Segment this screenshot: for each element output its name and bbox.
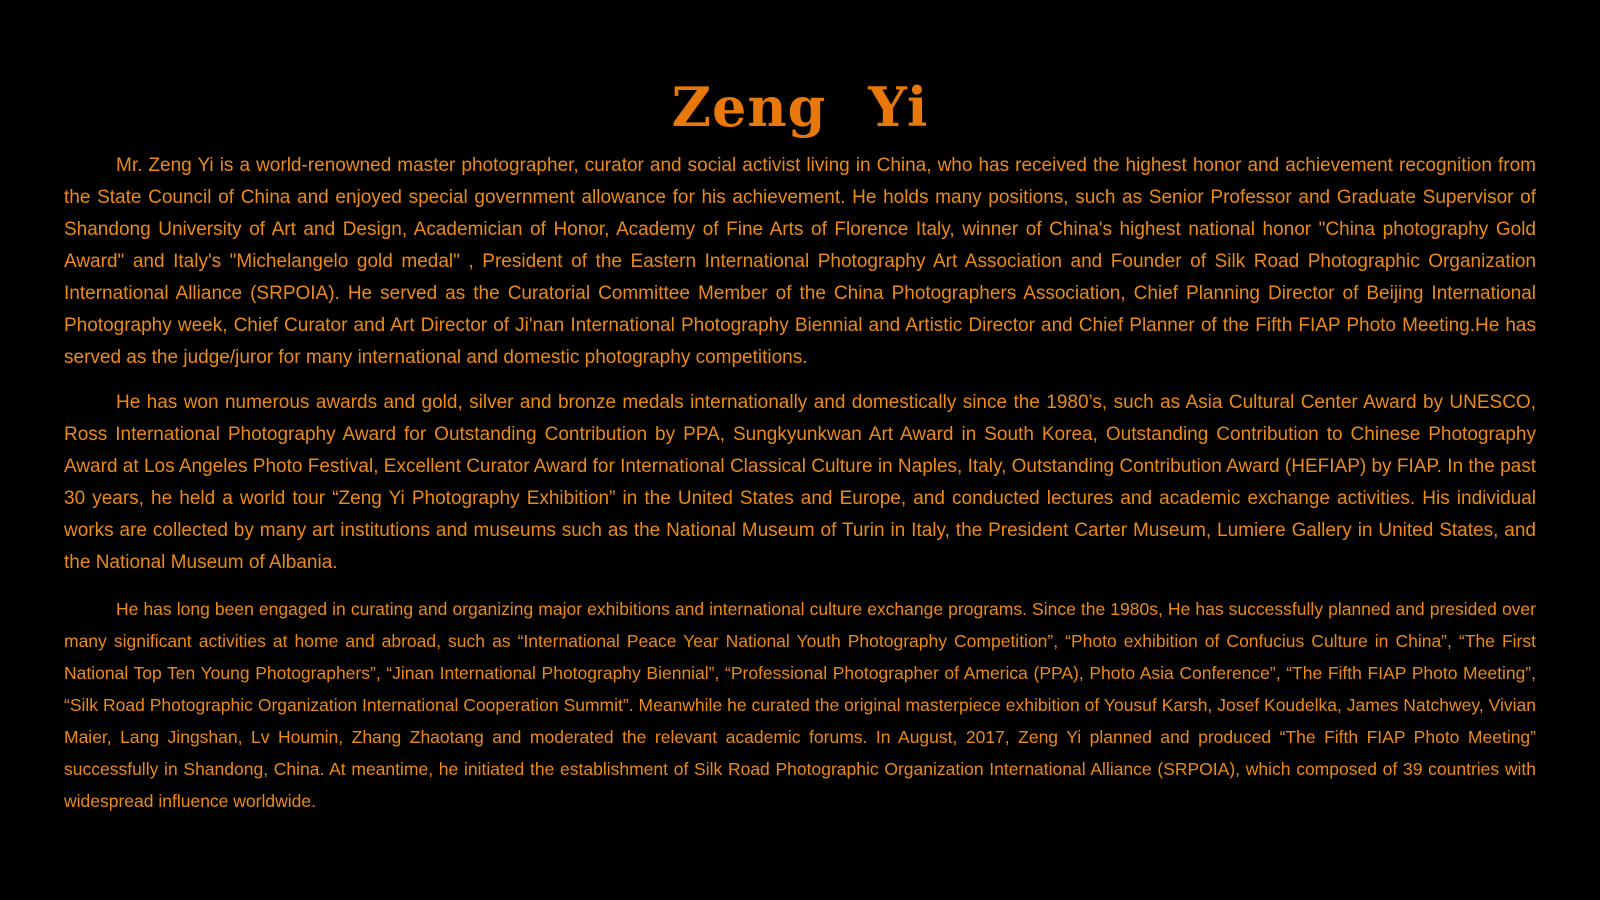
bio-paragraph-curating: He has long been engaged in curating and organizing major exhibitions and international culture exchange programs. Since the 1980s, He has successfully planned and presided over many significant activities at home and abroad, such as “International Peace Year National Youth Photography Competition”, “Photo exhibition of Confucius Culture in China”, “The First National Top Ten Young Photographers”, “Jinan International Photography Biennial”, “Professional Photographer of America (PPA), Photo Asia Conference”, “The Fifth FIAP Photo Meeting”, “Silk Road Photographic Organization International Cooperation Summit”. Meanwhile he curated the original masterpiece exhibition of Yousuf Karsh, Josef Koudelka, James Natchwey, Vivian Maier, Lang Jingshan, Lv Houmin, Zhang Zhaotang and moderated the relevant academic forums. In August, 2017, Zeng Yi planned and produced “The Fifth FIAP Photo Meeting” successfully in Shandong, China. At meantime, he initiated the establishment of Silk Road Photographic Organization International Alliance (SRPOIA), which composed of 39 countries with widespread influence worldwide. xyxy=(64,599,1536,811)
bio-paragraph-positions: Mr. Zeng Yi is a world-renowned master photographer, curator and social activist living in China, who has received the highest honor and achievement recognition from the State Council of China and enjoyed special government allowance for his achievement. He holds many positions, such as Senior Professor and Graduate Supervisor of Shandong University of Art and Design, Academician of Honor, Academy of Fine Arts of Florence Italy, winner of China's highest national honor "China photography Gold Award" and Italy's "Michelangelo gold medal" , President of the Eastern International Photography Art Association and Founder of Silk Road Photographic Organization International Alliance (SRPOIA). He served as the Curatorial Committee Member of the China Photographers Association, Chief Planning Director of Beijing International Photography week, Chief Curator and Art Director of Ji'nan International Photography Biennial and Artistic Director and Chief Planner of the Fifth FIAP Photo Meeting.He has served as the judge/juror for many international and domestic photography competitions. xyxy=(64,155,1536,368)
bio-paragraph-awards: He has won numerous awards and gold, silver and bronze medals internationally and domestically since the 1980’s, such as Asia Cultural Center Award by UNESCO, Ross International Photography Award for Outstanding Contribution by PPA, Sungkyunkwan Art Award in South Korea, Outstanding Contribution to Chinese Photography Award at Los Angeles Photo Festival, Excellent Curator Award for International Classical Culture in Naples, Italy, Outstanding Contribution Award (HEFIAP) by FIAP. In the past 30 years, he held a world tour “Zeng Yi Photography Exhibition” in the United States and Europe, and conducted lectures and academic exchange activities. His individual works are collected by many art institutions and museums such as the National Museum of Turin in Italy, the President Carter Museum, Lumiere Gallery in United States, and the National Museum of Albania. xyxy=(64,392,1536,573)
page-title: Zeng Yi xyxy=(671,75,929,140)
